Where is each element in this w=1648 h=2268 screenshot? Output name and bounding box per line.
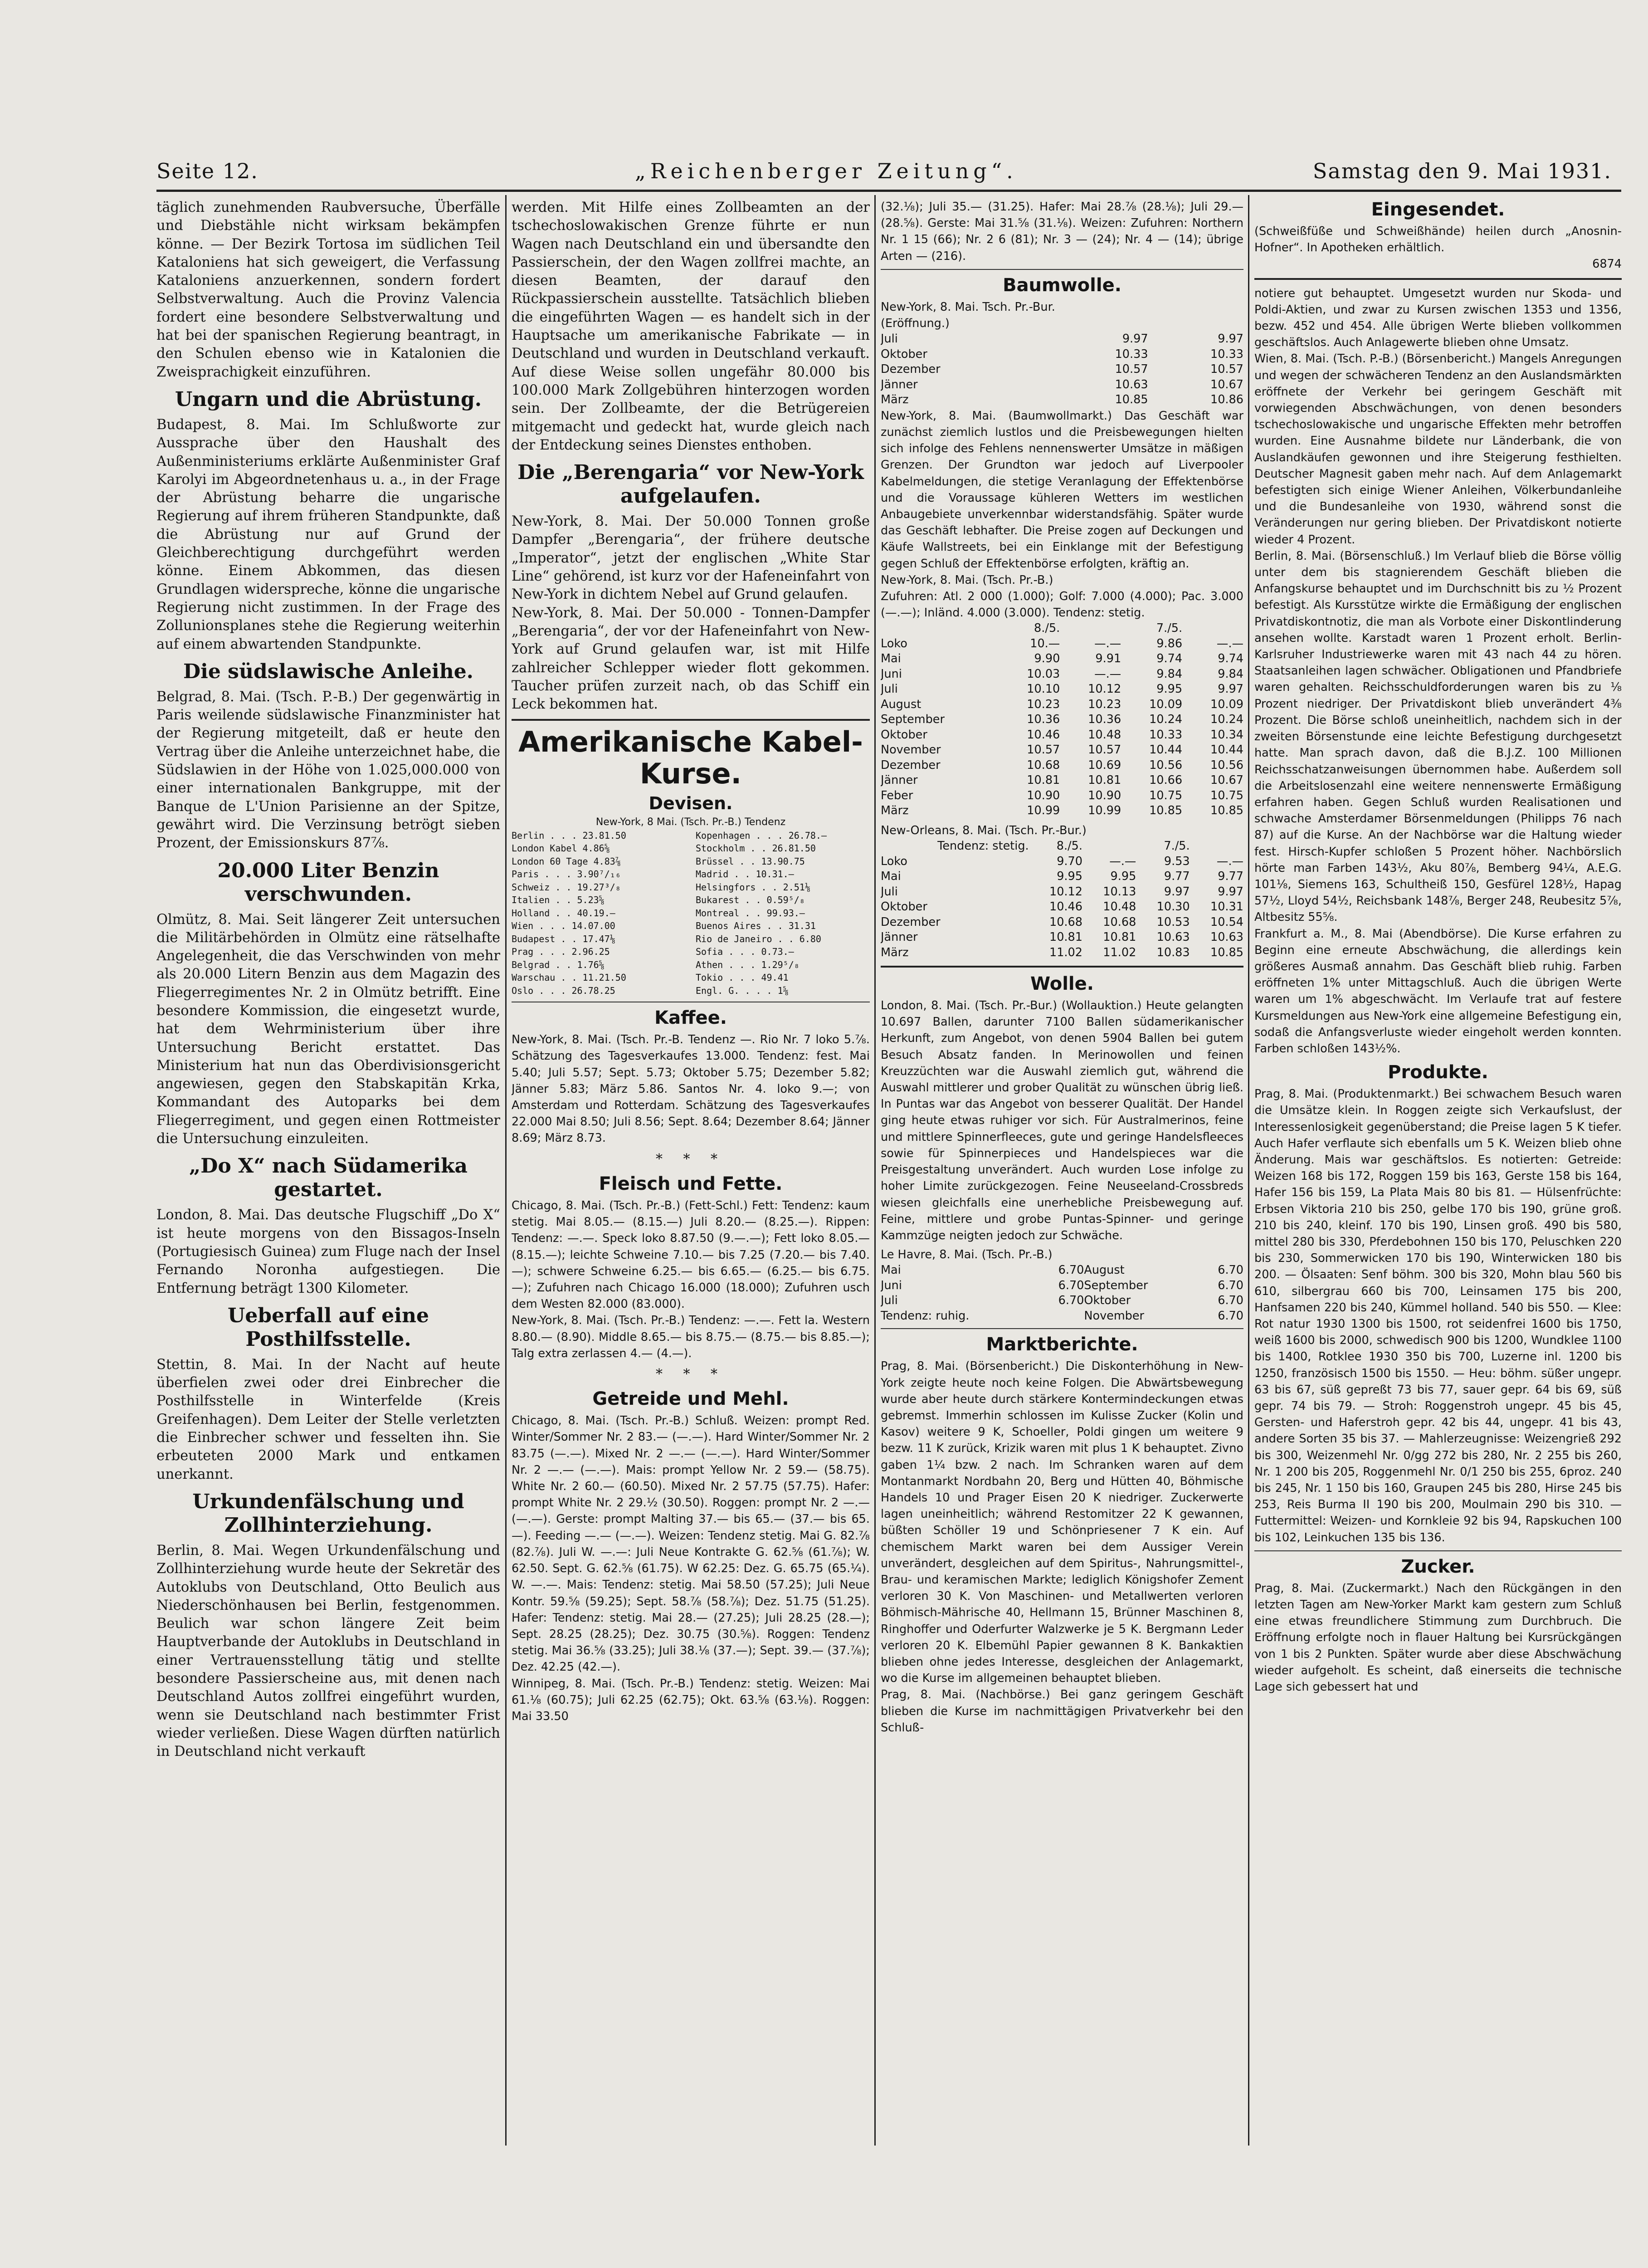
fleisch-title: Fleisch und Fette. xyxy=(599,1173,783,1194)
table-cell: 10.44 xyxy=(1210,743,1243,757)
marktbericht-nachboerse: Prag, 8. Mai. (Nachbörse.) Bei ganz geringem Geschäft blieben die Kurse im nachmittägigen Privatverkehr bei den Schluß- xyxy=(881,1688,1243,1735)
table-row xyxy=(881,788,1243,804)
devisen-rate: Budapest . . 17.47⅛ xyxy=(512,933,615,944)
devisen-rate: Kopenhagen . . . 26.78.— xyxy=(696,830,827,841)
table-cell: 10.33 xyxy=(1115,347,1148,361)
table-row xyxy=(881,915,1243,930)
table-cell: 10.48 xyxy=(1103,900,1136,914)
table-cell: 10.81 xyxy=(1027,773,1060,787)
column-2 xyxy=(512,199,870,1725)
table-cell: Tendenz: ruhig. xyxy=(881,1309,970,1323)
column-1 xyxy=(156,199,500,1761)
devisen-rate: Paris . . . 3.90⁷/₁₆ xyxy=(512,869,621,880)
table-cell: Jänner xyxy=(881,377,918,391)
devisen-rate: Oslo . . . 26.78.25 xyxy=(512,985,615,996)
getreide-title: Getreide und Mehl. xyxy=(592,1388,789,1410)
table-cell: 10.03 xyxy=(1027,667,1060,681)
table-cell: 10.24 xyxy=(1149,713,1183,727)
column-header: 7./5. xyxy=(1156,621,1183,635)
table-cell: Dezember xyxy=(881,362,941,376)
table-row xyxy=(881,728,1243,743)
headline: Urkundenfälschung und Zollhinterziehung. xyxy=(192,1490,464,1537)
devisen-rate: Sofia . . . 0.73.— xyxy=(696,946,794,958)
table-cell: März xyxy=(881,393,909,407)
devisen-rate: Italien . . 5.23⅝ xyxy=(512,894,605,906)
table-cell: 10.30 xyxy=(1156,900,1190,914)
table-row xyxy=(881,712,1243,728)
table-cell: 9.84 xyxy=(1218,667,1243,681)
table-cell: Mai xyxy=(881,652,901,666)
table-cell: 10.99 xyxy=(1088,804,1121,818)
devisen-rate: Wien . . . 14.07.00 xyxy=(512,920,615,932)
table-cell: 10.34 xyxy=(1210,728,1243,742)
table-cell: 11.02 xyxy=(1103,945,1136,959)
table-cell: 10.56 xyxy=(1210,758,1243,772)
table-row xyxy=(881,869,1243,885)
table-cell: 10.57 xyxy=(1210,362,1243,376)
table-cell: März xyxy=(881,945,909,959)
table-cell: Mai xyxy=(881,870,901,884)
baumwolle-report: New-York, 8. Mai. (Baumwollmarkt.) Das Geschäft war zunächst ziemlich lustlos und die Preisbewegungen hielten sich infolge des Fehlens nennenswerter Umsätze in mäßigen Grenzen. Der Grundton war jedoch auf Liverpooler Kabelmeldungen, die stetige Veranlagung der Effektenbörse und die Voraussage kühleren Wetters im westlichen Anbaugebiete unverkennbar widerstandsfähig. Später wurde das Geschäft lebhafter. Die Preise zogen auf Deckungen und Käufe Wallstreets, bei ein Einklange mit der Befestigung gegen Schluß der Effektenbörse erfolgten, kräftig an. xyxy=(881,409,1243,571)
wolle-title: Wolle. xyxy=(1030,973,1094,995)
headline: Ungarn und die Abrüstung. xyxy=(175,387,482,411)
table-cell: 9.97 xyxy=(1218,682,1243,696)
table-cell: 10.68 xyxy=(1049,915,1082,929)
table-cell: 10.31 xyxy=(1210,900,1243,914)
table-cell: 10.09 xyxy=(1149,697,1183,711)
ny-zufuhren: Zufuhren: Atl. 2 000 (1.000); Golf: 7.000 (4.000); Pac. 3.000 (—.—); Inländ. 4.000 (3.000). Tendenz: stetig. xyxy=(881,589,1243,620)
table-cell: Oktober xyxy=(881,347,927,361)
devisen-rate: Brüssel . . 13.90.75 xyxy=(696,855,805,867)
devisen-rate: London Kabel 4.86⅝ xyxy=(512,843,610,854)
devisen-rate: Montreal . . 99.93.— xyxy=(696,907,805,919)
table-cell: 10.81 xyxy=(1049,930,1082,944)
table-row xyxy=(881,347,1243,362)
table-cell: 6.70 xyxy=(1058,1263,1084,1277)
kaffee-title: Kaffee. xyxy=(654,1007,727,1029)
table-cell: 10.24 xyxy=(1210,713,1243,727)
table-cell: 9.84 xyxy=(1156,667,1183,681)
ny-baumwolle-table xyxy=(881,621,1243,819)
table-cell: 6.70 xyxy=(1058,1294,1084,1308)
column-rule xyxy=(874,195,876,2146)
column-rule xyxy=(1248,195,1249,2146)
table-cell: 10.67 xyxy=(1210,377,1243,391)
devisen-title: Devisen. xyxy=(648,793,733,814)
table-row xyxy=(881,636,1243,652)
table-cell: 10.63 xyxy=(1115,377,1148,391)
table-cell xyxy=(1038,1309,1084,1324)
boerse-wien: Wien, 8. Mai. (Tsch. P.-B.) (Börsenbericht.) Mangels Anregungen und wegen der schwächeren Tendenz an den Auslandsmärkten eröffnete der Verkehr bei geringem Geschäft mit vorwiegenden Abschwächungen, von denen besonders tschechoslowakische und ungarische Effekten mehr betroffen wurden. Eine Ausnahme bildete nur Länderbank, die von Auslandkäufen gewonnen und ihre Steigerung festhielten. Deutscher Magnesit gaben mehr nach. Auf dem Anlagemarkt befestigten sich einige Wiener Anleihen, Völkerbundanleihe und die Bundesanleihe von 1930, während sonst die Veränderungen nur gering blieben. Der Privatdiskont notierte wieder 4 Prozent. xyxy=(1254,352,1622,547)
table-cell: Jänner xyxy=(881,773,918,787)
header-rule xyxy=(156,190,1621,192)
table-cell: August xyxy=(1084,1263,1125,1277)
table-cell: 10.67 xyxy=(1210,773,1243,787)
marktbericht-prag: Prag, 8. Mai. (Börsenbericht.) Die Diskonterhöhung in New-York zeigte heute noch keine Folgen. Die Abwärtsbewegung wurde aber heute durch stärkere Kontermindeckungen etwas gebremst. Immerhin schlossen im Kulisse Zucker (Kolin und Kasov) weitere 9 K, Schoeller, Poldi gingen um weitere 9 bezw. 11 K zurück, Krizik waren mit plus 1 K behauptet. Zivno gaben 1¼ bzw. 2 nach. Im Schranken waren auf dem Montanmarkt Nordbahn 20, Berg und Hütten 40, Böhmische Handels 10 und Prager Eisen 20 K niedriger. Zuckerwerte lagen uneinheitlich; während Restomitzer 22 K gewannen, büßten Schöller 19 und Schönpriesener 7 K ein. Auf chemischem Markt waren bei dem Aussiger Verein unverändert, desgleichen auf dem Spiritus-, Nahrungsmittel-, Brau- und keramischen Markte; lediglich Königshofer Zement verloren 30 K. Von Maschinen- und Metallwerten verloren Böhmisch-Mährische 40, Hellmann 15, Brünner Maschinen 8, Ringhoffer und Oderfurter Walzwerke je 5 K. Bergmann Leder verloren 20 K. Elbemühl Papier gewannen 8 K. Bankaktien blieben ohne jedes Interesse, desgleichen der Anlagemarkt, wo die Kurse im allgemeinen behauptet blieben. xyxy=(881,1359,1243,1686)
devisen-rate: Berlin . . . 23.81.50 xyxy=(512,830,626,841)
table-row xyxy=(881,682,1243,697)
table-cell: März xyxy=(881,804,909,818)
table-row xyxy=(881,1293,1243,1309)
lehavre-table xyxy=(881,1263,1243,1324)
table-cell: 9.91 xyxy=(1095,652,1121,666)
boerse-berlin: Berlin, 8. Mai. (Börsenschluß.) Im Verlauf blieb die Börse völlig unter dem bis stagnierendem Geschäft blieben die Anfangskurse behauptet und im Durchschnitt bis zu ½ Prozent befestigt. Als Kursstütze wirkte die Ermäßigung der englischen Privatdiskontnotiz, die man als Vorbote einer Diskontlinderung ansehen wollte. Karstadt waren 1 Prozent erholt. Berlin-Karlsruher Industriewerke waren mit 43 nach 44 zu hören. Staatsanleihen lagen schwächer. Obligationen und Pfandbriefe waren gehalten. Reichsschuldforderungen waren bis zu ⅛ Prozent niedriger. Der Privatdiskont blieb unverändert 4⅜ Prozent. Die Börse schloß uneinheitlich, nachdem sich in der zweiten Börsenstunde eine leichte Befestigung durchgesetzt hatte. Man sprach davon, daß die B.J.Z. 100 Millionen Reichsschatzanweisungen übernommen habe. Außerdem soll die Arbeitslosenzahl eine weitere nennenswerte Ermäßigung erfahren haben. Gegen Schluß wurden Realisationen und schwache Amsterdamer Börsenmeldungen (Philipps 76 nach 87) auf die Kurse. An der Nachbörse war die Haltung wieder fest. Hirsch-Kupfer schloßen 5 Prozent höher. Nachbörslich hörte man Farben 143½, Aku 80⅞, Bemberg 94¼, A.E.G. 101⅛, Siemens 163, Schultheiß 150, Gesfürel 128½, Hapag 57½, Lloyd 54½, Reichsbank 148⅞, Berger 248, Reubesitz 5⅞, Altbesitz 55⅝. xyxy=(1254,549,1622,924)
table-cell: 10.86 xyxy=(1210,393,1243,407)
article-text: Belgrad, 8. Mai. (Tsch. P.-B.) Der gegenwärtig in Paris weilende südslawische Finanzminister hat der Regierung mitgeteilt, daß er heute den Vertrag über die Anleihe unterzeichnet habe, die Südslawien in der Höhe von 1.025,000.000 von einer internationalen Bankgruppe, mit der Banque de L'Union Parisienne an der Spitze, gewährt wird. Die Verzinsung betrögt sieben Prozent, der Emissionskurs 87⅞. xyxy=(156,689,500,851)
table-cell: 10.48 xyxy=(1088,728,1121,742)
devisen-rate: Stockholm . . 26.81.50 xyxy=(696,843,816,854)
getreide-continued: (32.⅛); Juli 35.— (31.25). Hafer: Mai 28.⅞ (28.⅛); Juli 29.— (28.⅝). Gerste: Mai 31.⅝ (31.⅛). Weizen: Zufuhren: Northern Nr. 1 15 (66); Nr. 2 6 (81); Nr. 3 — (24); Nr. 4 — (14); übrige Arten — (216). xyxy=(881,200,1243,263)
table-cell: Feber xyxy=(881,788,913,802)
table-row xyxy=(881,854,1243,870)
devisen-caption: New-York, 8 Mai. (Tsch. Pr.-B.) Tendenz xyxy=(595,816,786,828)
column-header: 7./5. xyxy=(1164,839,1190,853)
devisen-rate: Holland . . 40.19.— xyxy=(512,907,615,919)
table-row xyxy=(881,1263,1243,1278)
devisen-rate: Rio de Janeiro . . 6.80 xyxy=(696,933,821,944)
table-cell: Juli xyxy=(881,332,898,346)
table-row xyxy=(881,930,1243,945)
eingesendet-title: Eingesendet. xyxy=(1371,199,1505,220)
baumwolle-subcaption: (Eröffnung.) xyxy=(881,317,950,331)
lehavre-caption: Le Havre, 8. Mai. (Tsch. Pr.-B.) xyxy=(881,1248,1053,1262)
table-cell: 9.97 xyxy=(1218,885,1243,899)
section-divider xyxy=(881,966,1243,968)
table-cell: 6.70 xyxy=(1218,1263,1243,1277)
devisen-rate: Belgrad . . 1.76⅝ xyxy=(512,959,605,970)
devisen-rate: Engl. G. . . . 1⅝ xyxy=(696,985,789,996)
table-cell: September xyxy=(881,713,945,727)
boerse-text: notiere gut behauptet. Umgesetzt wurden nur Skoda- und Poldi-Aktien, und zwar zu Kursen zwischen 1353 und 1356, bezw. 452 und 454. Alle übrigen Werte blieben vollkommen geschäftslos. Auch Anlagewerte blieben ohne Umsatz. xyxy=(1254,286,1622,350)
table-cell: Mai xyxy=(881,1263,901,1277)
table-row xyxy=(881,697,1243,713)
eingesendet-text: (Schweißfüße und Schweißhände) heilen durch „Anosnin-Hofner“. In Apotheken erhältlich. xyxy=(1254,225,1622,255)
article-text: New-York, 8. Mai. Der 50.000 Tonnen große Dampfer „Berengaria“, der frühere deutsche „Imperator“, jetzt der englischen „White Star Line“ gehörend, ist kurz vor der Hafeneinfahrt von New-York in dichtem Nebel auf Grund gelaufen. xyxy=(512,513,870,603)
table-cell: Dezember xyxy=(881,758,941,772)
table-cell: 10.44 xyxy=(1149,743,1183,757)
table-row xyxy=(881,1278,1243,1294)
devisen-rate: Schweiz . . 19.27³/₈ xyxy=(512,881,621,893)
table-cell: 10.63 xyxy=(1156,930,1190,944)
kabel-kurse-title: Amerikanische Kabel-Kurse. xyxy=(518,725,863,791)
table-cell: 10.36 xyxy=(1027,713,1060,727)
table-cell: 9.74 xyxy=(1156,652,1183,666)
ad-number: 6874 xyxy=(1592,257,1622,271)
table-row xyxy=(881,362,1243,377)
no-baumwolle-table xyxy=(881,839,1243,960)
table-cell: 10.57 xyxy=(1115,362,1148,376)
table-cell: November xyxy=(1084,1309,1145,1323)
table-cell: —.— xyxy=(1216,854,1243,868)
table-row xyxy=(881,1309,1243,1324)
headline-berengaria: Die „Berengaria“ vor New-York aufgelaufen. xyxy=(517,461,864,508)
table-cell: 9.77 xyxy=(1218,870,1243,884)
devisen-rate: Tokio . . . 49.41 xyxy=(696,972,789,983)
article-text: London, 8. Mai. Das deutsche Flugschiff „Do X“ ist heute morgens von den Bissagos-Inseln (Portugiesisch Guinea) zum Fluge nach der Insel Fernando Noronha aufgestiegen. Die Entfernung beträgt 1300 Kilometer. xyxy=(156,1207,500,1296)
section-divider xyxy=(881,269,1243,270)
table-cell: 9.86 xyxy=(1156,636,1183,650)
table-cell: 11.02 xyxy=(1049,945,1082,959)
wolle-text: London, 8. Mai. (Tsch. Pr.-Bur.) (Wollauktion.) Heute gelangten 10.697 Ballen, darunter 7100 Ballen südamerikanischer Herkunft, zum Angebot, von denen 5904 Ballen bei gutem Besuch Absatz fanden. In Merinowollen und feinen Kreuzzüchten war die Auswahl ziemlich gut, während die Auswahl mittlerer und grober Qualität zu wünschen übrig ließ. In Puntas war das Angebot von besserer Qualität. Der Handel ging heute etwas ruhiger vor sich. Für Australmerinos, feine und mittlere Spinnerfleeces, gute und geringe Handelsfleeces sowie für Spinnerpieces und Handelspieces war die Preisgestaltung unverändert. Auch wurden Lose infolge zu hoher Limite zurückgezogen. Feine Neuseeland-Crossbreds wiesen gleichfalls eine unerhebliche Preisbewegung auf. Feine, mittlere und grobe Puntas-Spinner- und geringe Kammzüge neigten jedoch zur Schwäche. xyxy=(881,999,1243,1242)
table-cell: 10.36 xyxy=(1088,713,1121,727)
column-header: Tendenz: stetig. xyxy=(937,839,1029,853)
devisen-rate: Bukarest . . 0.59⁵/₈ xyxy=(696,894,805,906)
table-cell: August xyxy=(881,697,922,711)
star-divider: * * * xyxy=(655,1366,726,1382)
table-cell: 9.95 xyxy=(1057,870,1082,884)
table-cell: 9.74 xyxy=(1218,652,1243,666)
table-cell: 10.12 xyxy=(1088,682,1121,696)
table-row xyxy=(881,899,1243,915)
table-row xyxy=(881,885,1243,900)
headline: Ueberfall auf eine Posthilfsstelle. xyxy=(228,1304,429,1351)
table-row xyxy=(881,377,1243,393)
table-cell: —.— xyxy=(1094,636,1121,650)
table-row xyxy=(881,651,1243,667)
table-cell: Loko xyxy=(881,636,907,650)
table-cell: 10.56 xyxy=(1149,758,1183,772)
table-cell: Jänner xyxy=(881,930,918,944)
article-text: Olmütz, 8. Mai. Seit längerer Zeit untersuchen die Militärbehörden in Olmütz eine rätselhafte Angelegenheit, die das Verschwinden von mehr als 20.000 Litern Benzin aus dem Magazin des Fliegerregimentes Nr. 2 in Olmütz betrifft. Eine besondere Kommission, die eingesetzt wurde, hat dem Wehrministerium über ihre Untersuchung Bericht erstattet. Das Ministerium hat nun das Oberdivisionsgericht angewiesen, gegen den Stabskapitän Krka, Kommandant des Autoparks bei dem Fliegerregiment, und gegen einen Rottmeister die Untersuchung einzuleiten. xyxy=(156,911,500,1147)
getreide-chicago-text: Chicago, 8. Mai. (Tsch. Pr.-B.) Schluß. Weizen: prompt Red. Winter/Sommer Nr. 2 83.— (—.—). Hard Winter/Sommer Nr. 2 83.75 (—.—). Mixed Nr. 2 —.— (—.—). Hard Winter/Sommer Nr. 2 —.— (—.—). Mais: prompt Yellow Nr. 2 59.— (58.75). White Nr. 2 60.— (60.50). Mixed Nr. 2 57.75 (57.75). Hafer: prompt White Nr. 2 29.½ (30.50). Roggen: prompt Nr. 2 —.— (—.—). Gerste: prompt Malting 37.— bis 65.— (37.— bis 65.—). Feeding —.— (—.—). Weizen: Tendenz stetig. Mai G. 82.⅞ (82.⅞). Juli W. —.—: Juli Neue Kontrakte G. 62.⅝ (61.⅞); W. 62.50. Sept. G. 62.⅝ (61.75). W 62.25: Dez. G. 65.75 (65.¼). W. —.—. Mais: Tendenz: stetig. Mai 58.50 (57.25); Juli Neue Kontr. 59.⅝ (59.25); Sept. 58.⅞ (58.⅞); Dez. 51.75 (51.25). Hafer: Tendenz: stetig. Mai 28.— (27.25); Juli 28.25 (28.—); Sept. 28.25 (28.25); Dez. 30.75 (30.⅝). Roggen: Tendenz stetig. Mai 36.⅝ (33.25); Juli 38.⅛ (37.—); Sept. 39.— (37.⅞); Dez. 42.25 (42.—). xyxy=(512,1414,870,1674)
table-row xyxy=(881,758,1243,773)
table-cell: 10.23 xyxy=(1088,697,1121,711)
table-cell: 9.77 xyxy=(1164,870,1190,884)
table-cell: 10.66 xyxy=(1149,773,1183,787)
column-header: 8./5. xyxy=(1034,621,1060,635)
devisen-rate: Madrid . . 10.31.— xyxy=(696,869,794,880)
column-4 xyxy=(1254,199,1622,1695)
table-cell: 10.33 xyxy=(1210,347,1243,361)
table-cell: Juni xyxy=(881,667,902,681)
table-cell: 10.23 xyxy=(1027,697,1060,711)
baumwolle-title: Baumwolle. xyxy=(1003,274,1121,296)
table-cell: 9.90 xyxy=(1034,652,1060,666)
table-cell: 10.90 xyxy=(1088,788,1121,802)
table-cell: 9.95 xyxy=(1110,870,1136,884)
devisen-rate: Buenos Aires . . 31.31 xyxy=(696,920,816,932)
zucker-text: Prag, 8. Mai. (Zuckermarkt.) Nach den Rückgängen in den letzten Tagen am New-Yorker Markt kam gestern zum Schluß eine etwas freundlichere Stimmung zum Durchbruch. Die Eröffnung erfolgte noch in flauer Haltung bei Kursrückgängen von 1 bis 2 Punkten. Später wurde aber diese Abschwächung wieder aufgeholt. Es scheint, daß einerseits die technische Lage sich gebessert hat und xyxy=(1254,1581,1622,1694)
baumwolle-table xyxy=(881,332,1243,408)
table-cell: 10.46 xyxy=(1027,728,1060,742)
table-cell: 10.53 xyxy=(1156,915,1190,929)
table-cell: 9.70 xyxy=(1057,854,1082,868)
table-cell: Oktober xyxy=(881,900,927,914)
table-cell: 9.95 xyxy=(1156,682,1183,696)
table-cell: 10.90 xyxy=(1027,788,1060,802)
table-header xyxy=(881,621,1243,636)
table-cell: 10.81 xyxy=(1103,930,1136,944)
devisen-rate: London 60 Tage 4.83⅞ xyxy=(512,855,621,867)
fleisch-newyork-text: New-York, 8. Mai. (Tsch. Pr.-B.) Tendenz: —.—. Fett la. Western 8.80.— (8.90). Middle 8.65.— bis 8.75.— (8.75.— bis 8.85.—); Talg extra zerlassen 4.— (4.—). xyxy=(512,1314,870,1360)
table-cell: 10.57 xyxy=(1088,743,1121,757)
section-divider xyxy=(1254,1550,1622,1551)
table-cell: —.— xyxy=(1094,667,1121,681)
table-cell: 10.68 xyxy=(1027,758,1060,772)
produkte-text: Prag, 8. Mai. (Produktenmarkt.) Bei schwachem Besuch waren die Umsätze klein. In Roggen zeigte sich Verkaufslust, der Interessenlosigkeit gegenüberstand; die Preise lagen 5 K tiefer. Auch Hafer verflaute sich ebenfalls um 5 K. Weizen blieb ohne Änderung. Mais war geschäftslos. Es notierten: Getreide: Weizen 168 bis 172, Roggen 159 bis 163, Gerste 158 bis 164, Hafer 156 bis 159, La Plata Mais 80 bis 81. — Hülsenfrüchte: Erbsen Viktoria 210 bis 250, gelbe 170 bis 190, grüne groß. 210 bis 240, kleinf. 170 bis 190, Linsen groß. 490 bis 580, mittel 280 bis 330, Pferdebohnen 150 bis 170, Peluschken 220 bis 230, Sommerwicken 170 bis 190, Winterwicken 180 bis 200. — Ölsaaten: Senf böhm. 300 bis 320, Mohn blau 560 bis 610, silbergrau 660 bis 700, Leinsamen 175 bis 200, Hanfsamen 220 bis 240, Kümmel holland. 540 bis 550. — Klee: Rot natur 1930 1300 bis 1500, rot seidenfrei 1600 bis 1750, weiß 1600 bis 2000, schwedisch 900 bis 1200, Wundklee 1100 bis 1400, Rotklee 1930 350 bis 700, Luzerne inl. 1200 bis 1250, französisch 1500 bis 1550. — Heu: böhm. süßer ungepr. 63 bis 67, süß gepreßt 73 bis 77, sauer gepr. 64 bis 69, süß gepr. 74 bis 79. — Stroh: Roggenstroh ungepr. 45 bis 45, Gersten- und Haferstroh gepr. 42 bis 44, ungepr. 41 bis 43, andere Sorten 35 bis 37. — Mahlerzeugnisse: Weizengrieß 292 bis 300, Weizenmehl Nr. 0/gg 272 bis 280, Nr. 2 255 bis 260, Nr. 1 200 bis 205, Roggenmehl Nr. 0/1 250 bis 255, 6proz. 240 bis 245, Nr. 1 150 bis 160, Graupen 245 bis 280, Hirse 245 bis 253, Reis Burma II 190 bis 200, Moulmain 290 bis 310. — Futtermittel: Weizen- und Kornkleie 92 bis 94, Rapskuchen 100 bis 102, Leinkuchen 135 bis 136. xyxy=(1254,1087,1622,1545)
table-cell: 10.69 xyxy=(1088,758,1121,772)
table-cell: 9.53 xyxy=(1164,854,1190,868)
table-cell: Loko xyxy=(881,854,907,868)
section-divider xyxy=(1254,278,1622,280)
table-cell: 10.68 xyxy=(1103,915,1136,929)
table-cell: 10.81 xyxy=(1088,773,1121,787)
headline: „Do X“ nach Südamerika gestartet. xyxy=(189,1154,468,1202)
table-cell: 10.85 xyxy=(1210,804,1243,818)
table-cell: 10.54 xyxy=(1210,915,1243,929)
column-rule xyxy=(505,195,507,2146)
article-text: Budapest, 8. Mai. Im Schlußworte zur Aussprache über den Haushalt des Außenministeriums erklärte Außenminister Graf Karolyi im Abgeordnetenhaus u. a., in der Frage der Abrüstung beharre die ungarische Regierung auf ihrem früheren Standpunkte, daß die Abrüstung nur auf Grund der Gleichberechtigung durchgeführt werden könne. Einem Abkommen, das diesen Grundlagen widerspreche, könne die ungarische Regierung nicht zustimmen. In der Frage des Zollunionsplanes stehe die Regierung weiterhin auf einem abwartenden Standpunkte. xyxy=(156,416,500,652)
produkte-title: Produkte. xyxy=(1388,1062,1488,1083)
table-cell: —.— xyxy=(1216,636,1243,650)
section-divider xyxy=(881,1328,1243,1329)
ny-caption: New-York, 8. Mai. (Tsch. Pr.-B.) xyxy=(881,573,1053,587)
table-cell: 10.— xyxy=(1030,636,1060,650)
table-cell: 10.85 xyxy=(1210,945,1243,959)
table-cell: 9.97 xyxy=(1218,332,1243,346)
table-cell: 9.97 xyxy=(1164,885,1190,899)
table-row xyxy=(881,392,1243,408)
table-cell: November xyxy=(881,743,941,757)
section-divider xyxy=(512,719,870,721)
devisen-rate: Warschau . . 11.21.50 xyxy=(512,972,626,983)
table-cell: Dezember xyxy=(881,915,941,929)
devisen-rate: Helsingfors . . 2.51⅛ xyxy=(696,881,810,893)
getreide-winnipeg-text: Winnipeg, 8. Mai. (Tsch. Pr.-B.) Tendenz: stetig. Weizen: Mai 61.⅛ (60.75); Juli 62.25 (62.75); Okt. 63.⅝ (63.⅛). Roggen: Mai 33.50 xyxy=(512,1677,870,1723)
issue-date: Samstag den 9. Mai 1931. xyxy=(1312,159,1612,183)
table-cell: —.— xyxy=(1109,854,1136,868)
table-row xyxy=(881,743,1243,758)
devisen-rate: Prag . . . 2.96.25 xyxy=(512,946,610,958)
column-header: 8./5. xyxy=(1056,839,1082,853)
boerse-frankfurt: Frankfurt a. M., 8. Mai (Abendbörse). Die Kurse erfahren zu Beginn eine erneute Abschwächung, die allerdings kein größeres Ausmaß annahm. Das Geschäft blieb ruhig. Farben eröffneten 1% unter Mittagschluß. Auch die übrigen Werte waren um 1% abgeschwächt. Im Verlaufe trat auf festere Kursmeldungen aus New-York eine allgemeine Befestigung ein, sodaß die Anfangsverluste wieder eingeholt werden konnten. Farben schloßen 143½%. xyxy=(1254,927,1622,1056)
devisen-rate: Athen . . . 1.29⁵/₈ xyxy=(696,959,800,970)
table-cell: 6.70 xyxy=(1218,1278,1243,1292)
table-cell: 9.97 xyxy=(1122,332,1148,346)
table-cell: 10.33 xyxy=(1149,728,1183,742)
table-cell: 10.57 xyxy=(1027,743,1060,757)
table-cell: 10.10 xyxy=(1027,682,1060,696)
table-cell: 10.85 xyxy=(1149,804,1183,818)
table-cell: September xyxy=(1084,1278,1148,1292)
table-cell: 6.70 xyxy=(1218,1309,1243,1323)
table-header xyxy=(881,839,1243,854)
table-row xyxy=(881,803,1243,819)
baumwolle-caption: New-York, 8. Mai. Tsch. Pr.-Bur. xyxy=(881,300,1055,314)
newspaper-title: „Reichenberger Zeitung“. xyxy=(635,159,1018,183)
table-row xyxy=(881,332,1243,347)
table-cell: 6.70 xyxy=(1058,1278,1084,1292)
table-cell: Juni xyxy=(881,1278,902,1292)
article-text: Berlin, 8. Mai. Wegen Urkundenfälschung und Zollhinterziehung wurde heute der Sekretär des Autoklubs von Deutschland, Otto Beulich aus Niederschönhausen bei Berlin, festgenommen. Beulich war schon längere Zeit beim Hauptverbande der Autoklubs in Deutschland in einer Vertrauensstellung tätig und stellte besondere Passierscheine aus, mit denen nach Deutschland Autos zollfrei eingeführt wurden, wenn sie Deutschland nach bestimmter Frist wieder verließen. Diese Wagen dürften natürlich in Deutschland nicht verkauft xyxy=(156,1542,500,1760)
table-cell: 10.12 xyxy=(1049,885,1082,899)
table-cell: Juli xyxy=(881,885,898,899)
devisen-table xyxy=(512,829,870,997)
zucker-title: Zucker. xyxy=(1401,1556,1475,1577)
table-cell: Juli xyxy=(881,682,898,696)
table-cell: 10.85 xyxy=(1115,393,1148,407)
table-cell: 10.09 xyxy=(1210,697,1243,711)
table-row xyxy=(881,773,1243,788)
table-row xyxy=(881,945,1243,961)
marktberichte-title: Marktberichte. xyxy=(986,1334,1138,1355)
fleisch-chicago-text: Chicago, 8. Mai. (Tsch. Pr.-B.) (Fett-Schl.) Fett: Tendenz: kaum stetig. Mai 8.05.— (8.15.—) Juli 8.20.— (8.25.—). Rippen: Tendenz: —.—. Speck loko 8.87.50 (9.—.—); Fett loko 8.05.— (8.15.—); leichte Schweine 7.10.— bis 7.25 (7.20.— bis 7.40.—); schwere Schweine 6.25.— bis 6.65.— (6.25.— bis 6.75.—); Zufuhren nach Chicago 16.000 (18.000); Zufuhren usch dem Westen 82.000 (83.000). xyxy=(512,1198,870,1311)
table-cell: 10.46 xyxy=(1049,900,1082,914)
column-3 xyxy=(881,199,1243,1736)
table-cell: 6.70 xyxy=(1218,1294,1243,1308)
article-text: Stettin, 8. Mai. In der Nacht auf heute überfielen zwei oder drei Einbrecher die Posthilfsstelle in Winterfelde (Kreis Greifenhagen). Dem Leiter der Stelle verletzten die Einbrecher schwer und fesselten ihn. Sie erbeuteten 2000 Mark und entkamen unerkannt. xyxy=(156,1356,500,1482)
article-text: werden. Mit Hilfe eines Zollbeamten an der tschechoslowakischen Grenze führte er nun Wagen nach Deutschland ein und übersandte den Passierschein, der den Wagen zollfrei machte, an diesen Beamten, der darauf den Rückpassierschein ausstellte. Tatsächlich blieben die eingeführten Wagen — es handelt sich in der Hauptsache um amerikanische Fabrikate — in Deutschland und wurden in Deutschland verkauft. Auf diese Weise sollen ungefähr 80.000 bis 100.000 Mark Zollgebühren hinterzogen worden sein. Der Zollbeamte, der die Betrügereien mitgemacht und gedeckt hat, wurde gleich nach der Entdeckung seines Dienstes enthoben. xyxy=(512,200,870,453)
table-cell: Oktober xyxy=(1084,1294,1131,1308)
table-cell: 10.13 xyxy=(1103,885,1136,899)
table-cell: 10.75 xyxy=(1210,788,1243,802)
headline: 20.000 Liter Benzin verschwunden. xyxy=(217,859,439,906)
no-caption: New-Orleans, 8. Mai. (Tsch. Pr.-Bur.) xyxy=(881,823,1087,837)
kaffee-text: New-York, 8. Mai. (Tsch. Pr.-B. Tendenz —. Rio Nr. 7 loko 5.⅞. Schätzung des Tagesverkaufes 13.000. Tendenz: fest. Mai 5.40; Juli 5.57; Sept. 5.73; Oktober 5.75; Dezember 5.82; Jänner 5.83; März 5.86. Santos Nr. 4. loko 9.—; von Amsterdam und Rotterdam. Schätzung des Tagesverkaufes 22.000 Mai 8.50; Juli 8.56; Sept. 8.64; Dezember 8.64; Jänner 8.69; März 8.73. xyxy=(512,1033,870,1145)
table-cell: 10.83 xyxy=(1156,945,1190,959)
page-number: Seite 12. xyxy=(156,159,258,183)
article-text: täglich zunehmenden Raubversuche, Überfälle und Diebstähle nicht wirksam bekämpfen könne. — Der Bezirk Tortosa im südlichen Teil Kataloniens hat sich geweigert, die Verfassung Kataloniens anzuerkennen, sondern fordert Selbstverwaltung. Auch die Provinz Valencia fordert eine besondere Selbstverwaltung und hat bei der spanischen Regierung beantragt, in den Schulen ebenso wie in Katalonien die Zweisprachigkeit einzuführen. xyxy=(156,200,500,380)
table-cell: 10.99 xyxy=(1027,804,1060,818)
table-cell: 10.63 xyxy=(1210,930,1243,944)
star-divider: * * * xyxy=(655,1151,726,1167)
table-row xyxy=(881,667,1243,682)
table-cell: 10.75 xyxy=(1149,788,1183,802)
headline: Die südslawische Anleihe. xyxy=(183,660,474,683)
table-cell: Juli xyxy=(881,1294,898,1308)
table-cell: Oktober xyxy=(881,728,927,742)
article-text: New-York, 8. Mai. Der 50.000 - Tonnen-Dampfer „Berengaria“, der vor der Hafeneinfahrt von New-York auf Grund gelaufen war, ist mit Hilfe zahlreicher Schlepper wieder flott gekommen. Taucher prüfen zurzeit nach, ob das Schiff ein Leck bekommen hat. xyxy=(512,605,870,713)
